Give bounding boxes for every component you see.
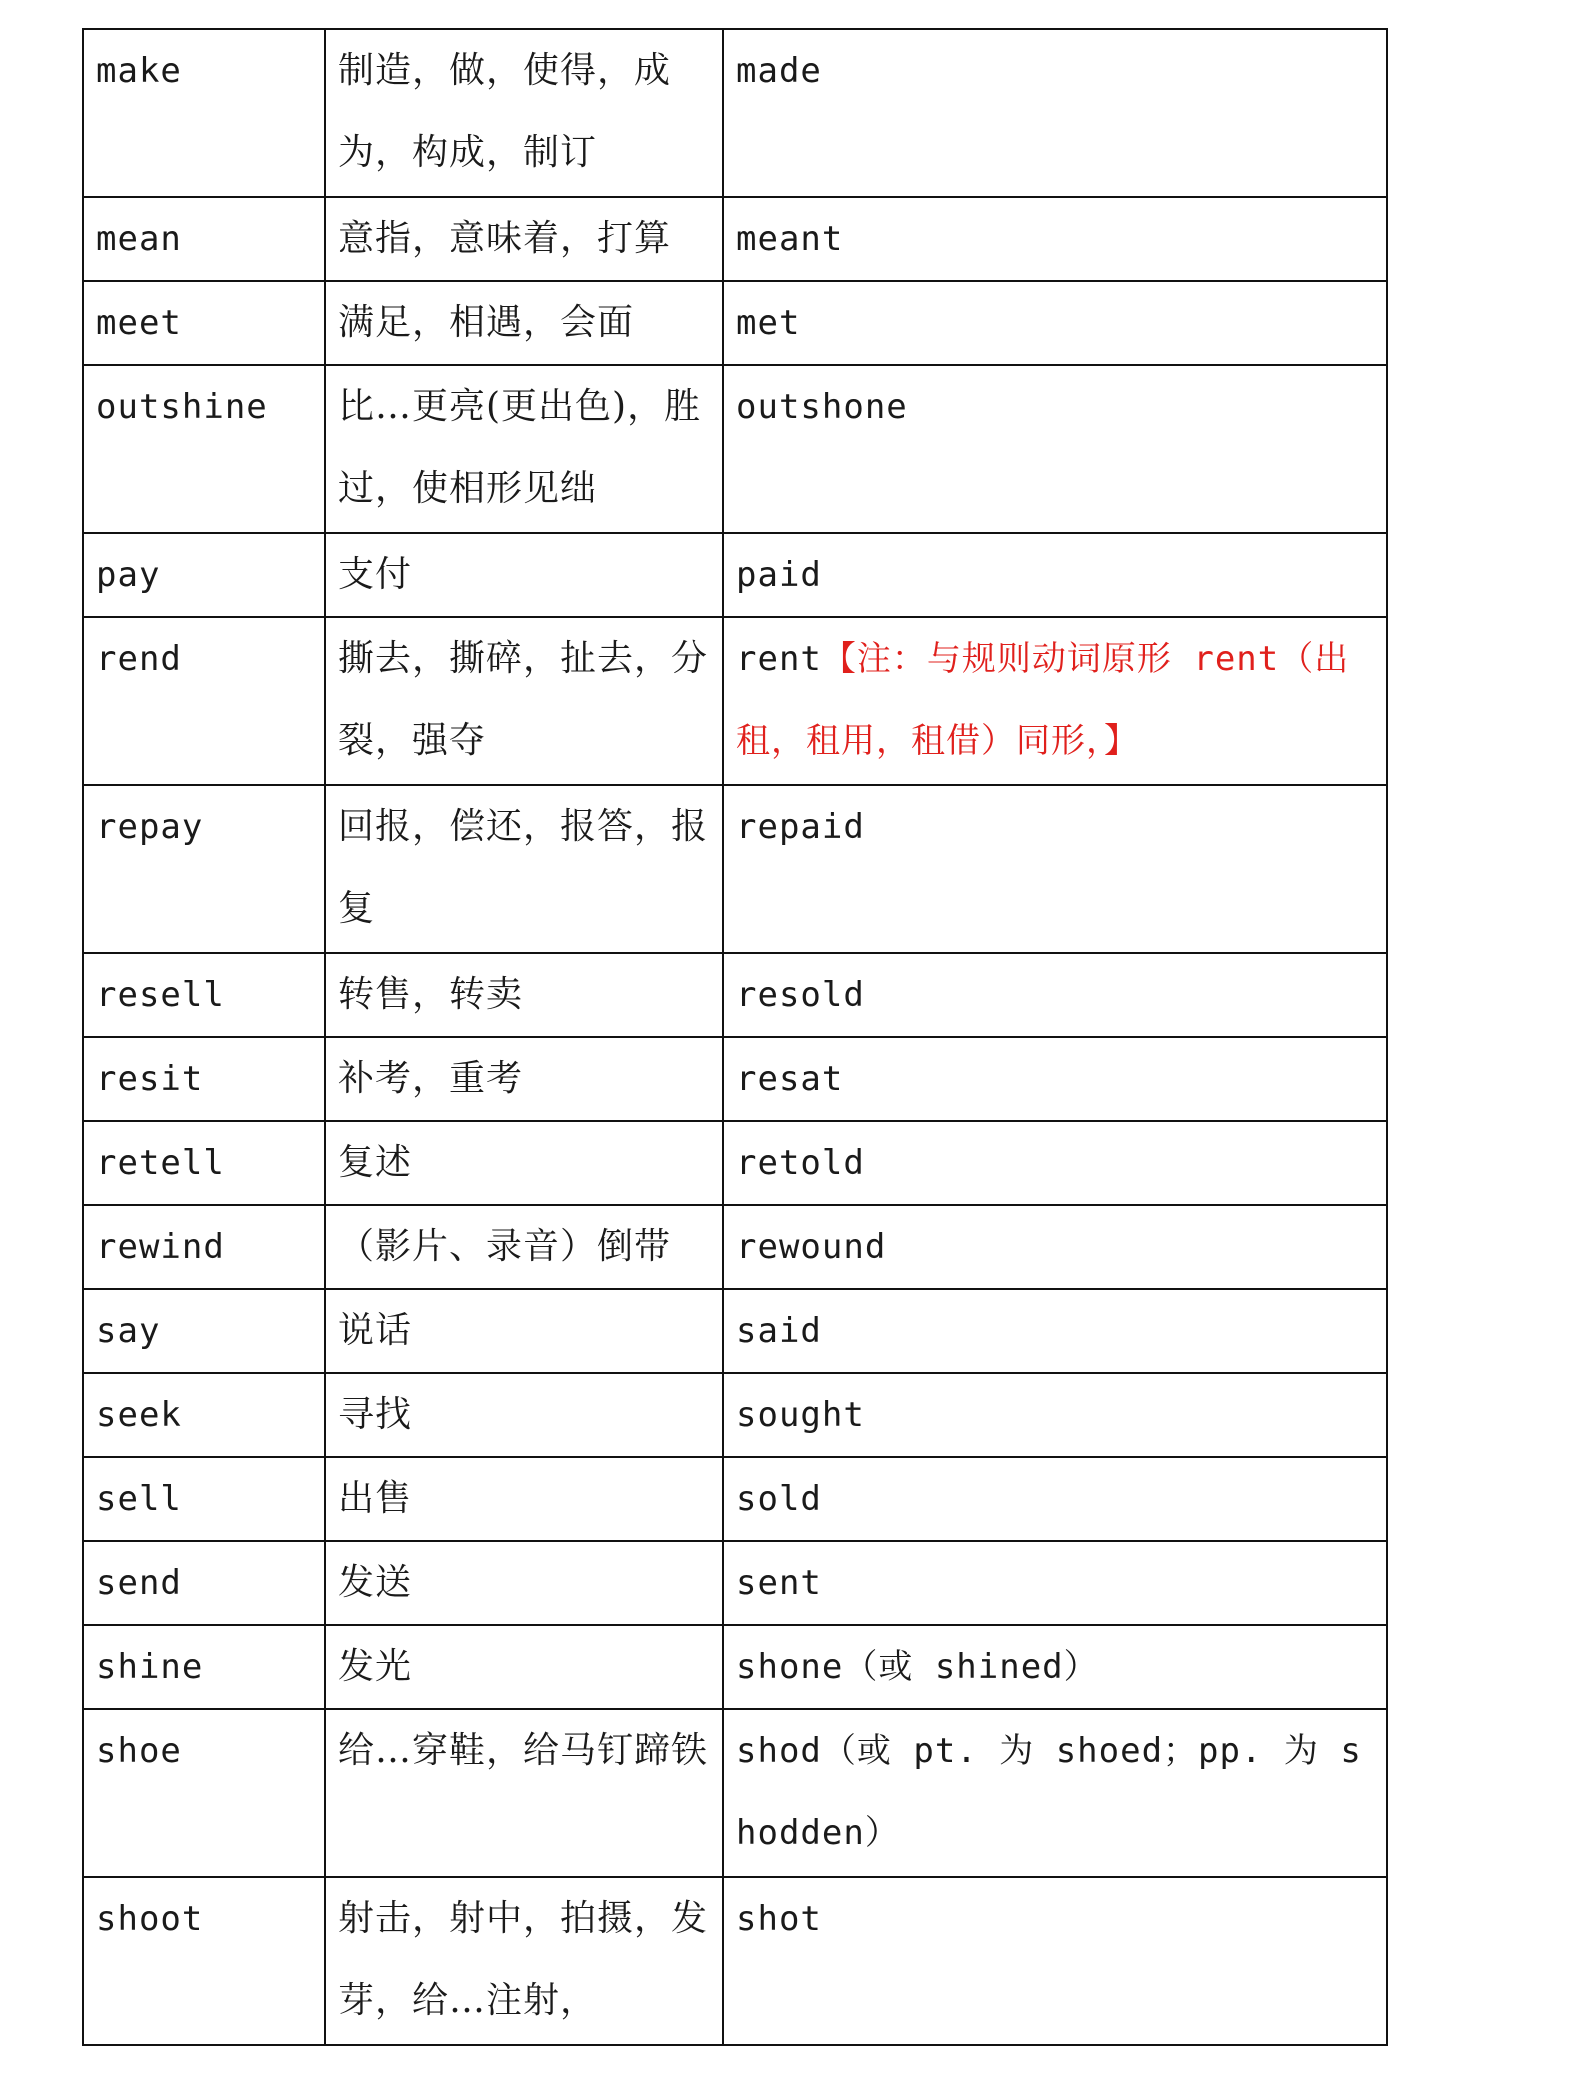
meaning: 复述	[338, 1142, 413, 1183]
meaning-cell	[325, 953, 723, 1037]
past-form: made	[736, 51, 822, 91]
past-form-cell	[723, 617, 1387, 785]
base-form: shine	[96, 1647, 204, 1687]
table-row	[83, 1457, 1387, 1541]
past-form-cell	[723, 29, 1387, 197]
base-form: repay	[96, 807, 204, 847]
past-form: shone（或 shined）	[736, 1647, 1099, 1687]
base-form: rend	[96, 639, 182, 679]
table-row	[83, 1625, 1387, 1709]
past-form-cell	[723, 1289, 1387, 1373]
base-form-cell	[83, 617, 325, 785]
base-form-cell	[83, 953, 325, 1037]
base-form: pay	[96, 555, 161, 595]
base-form: seek	[96, 1395, 182, 1435]
meaning-cell	[325, 29, 723, 197]
base-form-cell	[83, 1037, 325, 1121]
base-form-cell	[83, 785, 325, 953]
meaning-cell	[325, 197, 723, 281]
table-row	[83, 1121, 1387, 1205]
irregular-verb-table	[82, 28, 1388, 2046]
table-row	[83, 785, 1387, 953]
table-row	[83, 1373, 1387, 1457]
base-form: say	[96, 1311, 161, 1351]
meaning: 发光	[338, 1646, 413, 1687]
past-form-cell	[723, 1709, 1387, 1877]
meaning: 给…穿鞋，给马钉蹄铁	[338, 1730, 709, 1771]
meaning-cell	[325, 785, 723, 953]
base-form-cell	[83, 1121, 325, 1205]
past-form: retold	[736, 1143, 865, 1183]
meaning-cell	[325, 1625, 723, 1709]
base-form: retell	[96, 1143, 225, 1183]
past-form: resat	[736, 1059, 844, 1099]
past-form: said	[736, 1311, 822, 1351]
base-form-cell	[83, 1709, 325, 1877]
table-row	[83, 1709, 1387, 1877]
base-form: mean	[96, 219, 182, 259]
base-form: shoot	[96, 1899, 204, 1939]
meaning-cell	[325, 1541, 723, 1625]
past-form: rent	[736, 639, 822, 679]
table-row	[83, 1037, 1387, 1121]
past-form: shod（或 pt. 为 shoed；pp. 为 shodden）	[736, 1731, 1362, 1853]
meaning-cell	[325, 1289, 723, 1373]
base-form: make	[96, 51, 182, 91]
meaning-cell	[325, 281, 723, 365]
table-row	[83, 1205, 1387, 1289]
past-form-cell	[723, 785, 1387, 953]
base-form-cell	[83, 1373, 325, 1457]
past-form-cell	[723, 197, 1387, 281]
meaning-cell	[325, 365, 723, 533]
past-form: repaid	[736, 807, 865, 847]
past-form-cell	[723, 1037, 1387, 1121]
past-form-cell	[723, 953, 1387, 1037]
past-form: met	[736, 303, 801, 343]
base-form-cell	[83, 1205, 325, 1289]
meaning: 转售，转卖	[338, 974, 524, 1015]
table-row	[83, 281, 1387, 365]
past-form-with-note	[736, 618, 1376, 782]
table-row	[83, 533, 1387, 617]
past-form-cell	[723, 1457, 1387, 1541]
base-form: rewind	[96, 1227, 225, 1267]
base-form-cell	[83, 29, 325, 197]
past-form: resold	[736, 975, 865, 1015]
meaning: 比…更亮(更出色)，胜过，使相形见绌	[338, 386, 702, 509]
table-row	[83, 1541, 1387, 1625]
meaning-cell	[325, 1877, 723, 2045]
base-form-cell	[83, 533, 325, 617]
past-form-cell	[723, 1877, 1387, 2045]
past-form-cell	[723, 1121, 1387, 1205]
past-form: sent	[736, 1563, 822, 1603]
meaning: 意指，意味着，打算	[338, 218, 672, 259]
base-form: resell	[96, 975, 225, 1015]
past-form-cell	[723, 365, 1387, 533]
meaning: 满足，相遇，会面	[338, 302, 635, 343]
table-row	[83, 617, 1387, 785]
past-form: shot	[736, 1899, 822, 1939]
meaning-cell	[325, 1373, 723, 1457]
meaning: 射击，射中，拍摄，发芽，给…注射，	[338, 1898, 709, 2021]
past-form: outshone	[736, 387, 908, 427]
past-form-cell	[723, 1205, 1387, 1289]
meaning: 寻找	[338, 1394, 413, 1435]
meaning: 撕去，撕碎，扯去，分裂，强夺	[338, 638, 709, 761]
past-form: paid	[736, 555, 822, 595]
past-form-cell	[723, 533, 1387, 617]
base-form-cell	[83, 281, 325, 365]
meaning: 出售	[338, 1478, 413, 1519]
base-form: outshine	[96, 387, 268, 427]
table-row	[83, 197, 1387, 281]
meaning-cell	[325, 617, 723, 785]
past-form: rewound	[736, 1227, 887, 1267]
base-form-cell	[83, 197, 325, 281]
past-form: sought	[736, 1395, 865, 1435]
meaning-cell	[325, 1121, 723, 1205]
base-form-cell	[83, 1541, 325, 1625]
base-form: shoe	[96, 1731, 182, 1771]
past-form-cell	[723, 1625, 1387, 1709]
meaning-cell	[325, 1709, 723, 1877]
table-row	[83, 953, 1387, 1037]
table-row	[83, 29, 1387, 197]
table-row	[83, 1289, 1387, 1373]
base-form-cell	[83, 365, 325, 533]
base-form-cell	[83, 1457, 325, 1541]
base-form: sell	[96, 1479, 182, 1519]
past-form: meant	[736, 219, 844, 259]
meaning: 补考，重考	[338, 1058, 524, 1099]
meaning-cell	[325, 1457, 723, 1541]
base-form-cell	[83, 1625, 325, 1709]
table-row	[83, 1877, 1387, 2045]
table-row	[83, 365, 1387, 533]
meaning-cell	[325, 1205, 723, 1289]
meaning-cell	[325, 533, 723, 617]
base-form-cell	[83, 1877, 325, 2045]
meaning: 支付	[338, 554, 413, 595]
meaning: （影片、录音）倒带	[338, 1226, 672, 1267]
meaning: 发送	[338, 1562, 413, 1603]
meaning-cell	[325, 1037, 723, 1121]
base-form-cell	[83, 1289, 325, 1373]
past-form-cell	[723, 281, 1387, 365]
usage-note: 【注：与规则动词原形 rent（出租，租用，租借）同形，】	[736, 639, 1350, 761]
meaning: 说话	[338, 1310, 413, 1351]
past-form-cell	[723, 1373, 1387, 1457]
base-form: meet	[96, 303, 182, 343]
meaning: 回报，偿还，报答，报复	[338, 806, 709, 929]
base-form: resit	[96, 1059, 204, 1099]
base-form: send	[96, 1563, 182, 1603]
past-form: sold	[736, 1479, 822, 1519]
past-form-cell	[723, 1541, 1387, 1625]
meaning: 制造，做，使得，成为，构成，制订	[338, 50, 672, 173]
